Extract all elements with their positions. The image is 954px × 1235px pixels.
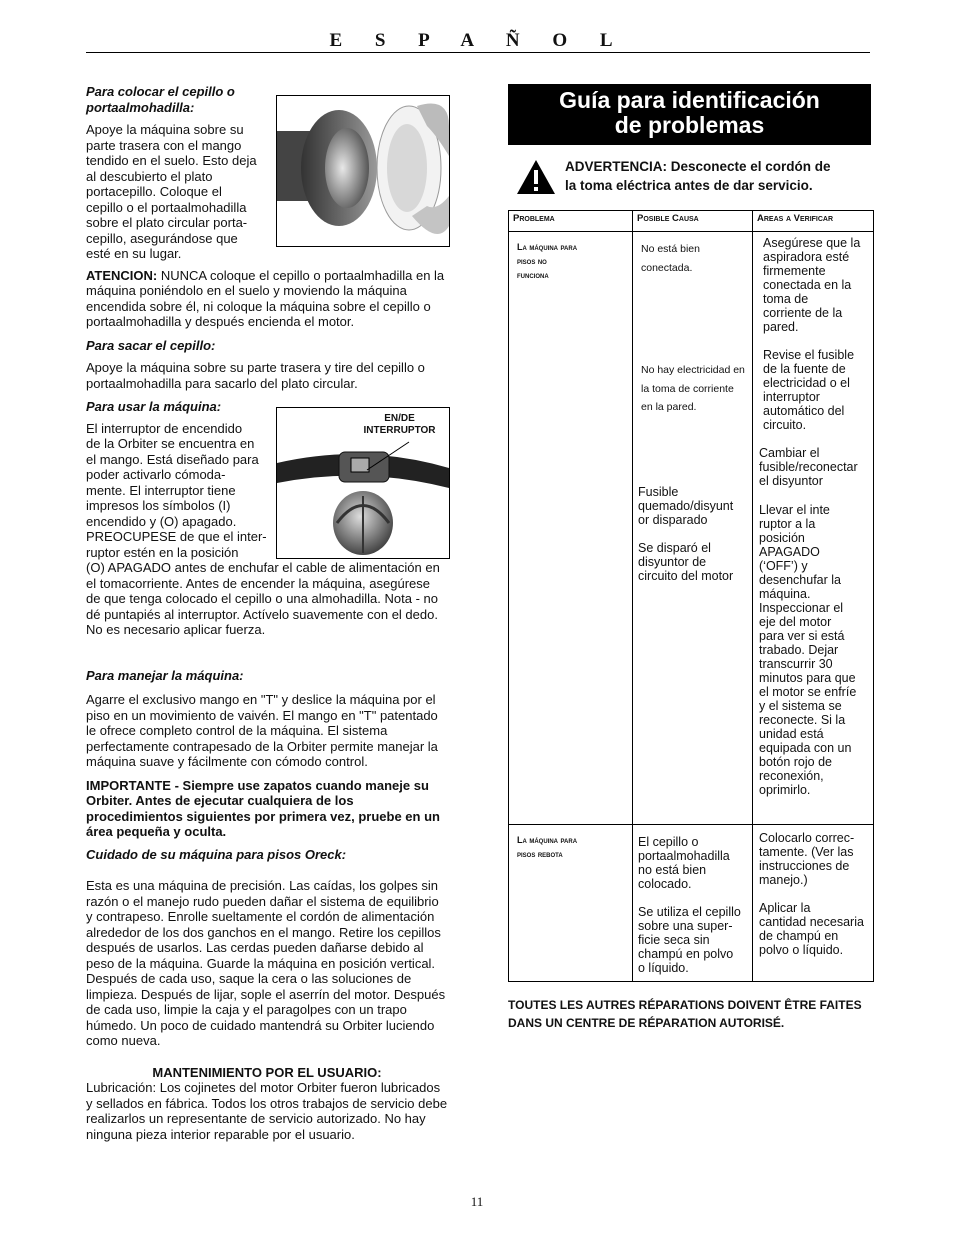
text-line: encendido y (O) apagado. — [86, 513, 237, 529]
cause-line: Fusible — [638, 485, 679, 499]
check-line: el motor se enfríe — [759, 685, 857, 699]
text-line: PREOCUPESE de que el inter- — [86, 529, 267, 544]
problem-cell — [509, 825, 633, 982]
text-line: portacepillo. Coloque el — [86, 184, 222, 199]
problem-cell — [509, 232, 633, 825]
text-line: de la Orbiter se encuentra en — [86, 436, 255, 451]
text-line: ruptor estén en la posición — [86, 544, 239, 560]
care-text: Esta es una máquina de precisión. Las caídas, los golpes sin razón o el manejo rudo pueden dañar el sistema de equilibrio y contrapeso. Enrolle sueltamente el cordón de alimentación alrededor de los dos ganchos en el mango. Retire los cepillos después de usarlos. Las cerdas pueden dañarse debido al peso de la máquina. Guarde la máquina en posición vertical. Después de cada uso, saque la cera o las soluciones de limpieza. Después de lijar, sople el aserrín del motor. Después de cada uso, limpie la caja y el paragolpes con un trapo húmedo. Un poco de cuidado mantendrá su Orbiter luciendo como nueva. — [86, 878, 446, 1048]
heading-remove-brush: Para sacar el cepillo: — [86, 337, 216, 353]
cause-line: ficie seca sin — [638, 933, 710, 947]
cause-line: No está bien — [641, 243, 700, 255]
check-line: ruptor a la — [759, 517, 816, 531]
check-line: Inspeccionar el — [759, 601, 844, 615]
check-line: para ver si está — [759, 629, 845, 643]
cause-line: o líquido. — [638, 961, 689, 975]
check-line: tamente. (Ver las — [759, 845, 854, 859]
cause-line: Se utiliza el cepillo — [638, 905, 741, 919]
text-line: cepillo o el portaalmohadilla — [86, 199, 247, 215]
check-line: Asegúrese que la — [763, 236, 861, 250]
check-line: circuito. — [763, 418, 807, 432]
cause-line: circuito del motor — [638, 569, 734, 583]
cause-line: El cepillo o — [638, 835, 699, 849]
cause-line: No hay electricidad en — [641, 364, 745, 376]
check-line: pared. — [763, 320, 799, 334]
footer-notice — [508, 996, 871, 1032]
cause-line: portaalmohadilla — [638, 849, 730, 863]
check-line: toma de — [763, 292, 809, 306]
check-line: aspiradora esté — [763, 250, 850, 264]
heading-maintenance: MANTENIMIENTO POR EL USUARIO: — [152, 1064, 382, 1080]
check-line: equipada con un — [759, 741, 852, 755]
check-line: botón rojo de — [759, 755, 832, 769]
table-row — [509, 232, 874, 825]
check-line: Aplicar la — [759, 901, 811, 915]
cause-cell — [633, 232, 753, 825]
switch-label-line2: INTERRUPTOR — [363, 425, 436, 436]
check-line: conectada en la — [763, 278, 852, 292]
text-line: tendido en el suelo. Esto deja — [86, 153, 257, 168]
table-row — [509, 825, 874, 982]
text-line: El interruptor de encendido — [86, 420, 243, 436]
header-rule — [86, 52, 870, 53]
check-line: Llevar el inte — [759, 503, 830, 517]
text-line: esté en su lugar. — [86, 246, 182, 261]
cause-cell — [633, 825, 753, 982]
col-header-problem: Problema — [509, 211, 633, 232]
problem-line: pisos no — [517, 256, 547, 266]
check-line: y el sistema se — [759, 699, 842, 713]
atencion-text: NUNCA coloque el cepillo o portaalmhadilla en la máquina poniéndolo en el suelo y moviendo la máquina encendida sobre él, ni coloque la máquina sobre el cepillo o portaalmohadilla y después encienda el motor. — [86, 267, 445, 329]
cause-line: sobre una super- — [638, 919, 733, 933]
cause-line: conectada. — [641, 261, 693, 274]
check-line: reconecte. Si la — [759, 713, 846, 727]
check-line: cantidad necesaria — [759, 915, 864, 929]
warning-block — [508, 157, 871, 195]
check-line: desenchufar la — [759, 573, 842, 587]
footer-line1: TOUTES LES AUTRES RÉPARATIONS DOIVENT ÊTRE FAITES — [508, 998, 862, 1012]
heading-handle-machine: Para manejar la máquina: — [86, 667, 244, 683]
problem-line: pisos rebota — [517, 849, 563, 859]
check-line: oprimirlo. — [759, 783, 811, 797]
col-header-cause: Posible Causa — [633, 211, 753, 232]
check-line: máquina. — [759, 587, 811, 601]
right-column — [508, 84, 871, 1032]
remove-brush-text: Apoye la máquina sobre su parte trasera y tire del cepillo o portaalmohadilla para sacarlo del plato circular. — [86, 360, 425, 391]
warning-text — [565, 157, 875, 195]
language-header: E S P A Ñ O L — [329, 30, 627, 51]
check-line: manejo.) — [759, 873, 808, 887]
check-cell — [753, 825, 874, 982]
heading-use-machine: Para usar la máquina: — [86, 399, 222, 414]
check-line: posición — [759, 531, 805, 545]
check-line: trabado. Dejar — [759, 643, 839, 657]
check-line: corriente de la — [763, 306, 843, 320]
check-line: Colocarlo correc- — [759, 831, 855, 845]
check-line: de la fuente de — [763, 362, 846, 376]
cause-line: la toma de corriente — [641, 382, 734, 395]
text-line: mente. El interruptor tiene — [86, 482, 236, 498]
atencion-label: ATENCION: — [86, 267, 158, 283]
check-line: polvo o líquido. — [759, 943, 844, 957]
cause-line: Se disparó el — [638, 541, 711, 555]
heading-care: Cuidado de su máquina para pisos Oreck: — [86, 846, 347, 862]
cause-line: disyuntor de — [638, 555, 707, 569]
check-line: Cambiar el — [759, 446, 820, 460]
troubleshooting-table — [508, 210, 874, 982]
check-line: de champú en — [759, 929, 839, 943]
heading-attach-brush-2: portaalmohadilla: — [86, 99, 195, 115]
use-machine-text — [86, 421, 448, 561]
check-line: reconexión, — [759, 769, 824, 783]
title-line1: Guía para identificación — [559, 87, 820, 113]
troubleshooting-title — [508, 84, 871, 145]
text-line: al descubierto el plato — [86, 168, 213, 184]
check-line: interruptor — [763, 390, 820, 404]
switch-label-line1: EN/DE — [384, 413, 415, 424]
warning-line2: la toma eléctrica antes de dar servicio. — [565, 178, 813, 193]
cause-line: no está bien — [638, 863, 707, 877]
check-line: minutos para que — [759, 671, 856, 685]
check-line: el disyuntor — [759, 474, 823, 488]
atencion-paragraph — [86, 268, 448, 330]
page-number: 11 — [470, 1194, 484, 1209]
heading-attach-brush-1: Para colocar el cepillo o — [86, 84, 235, 99]
check-line: instrucciones de — [759, 859, 850, 873]
title-line2: de problemas — [614, 112, 765, 138]
cause-line: colocado. — [638, 877, 692, 891]
check-cell — [753, 232, 874, 825]
check-line: (‘OFF’) y — [759, 559, 808, 573]
attach-brush-text — [86, 122, 448, 262]
left-column — [86, 84, 448, 1142]
check-line: eje del motor — [759, 615, 832, 629]
cause-line: en la pared. — [641, 401, 697, 413]
text-line: poder activarlo cómoda- — [86, 467, 226, 482]
warning-line1: ADVERTENCIA: Desconecte el cordón de — [565, 159, 831, 174]
check-line: firmemente — [763, 264, 826, 278]
text-line: Apoye la máquina sobre su — [86, 122, 244, 137]
text-line: el mango. Está diseñado para — [86, 451, 259, 467]
text-line: sobre el plato circular porta- — [86, 215, 248, 230]
check-line: automático del — [763, 404, 845, 418]
table-header-row — [509, 211, 874, 232]
warning-icon — [516, 159, 556, 195]
problem-line: La máquina para — [517, 835, 578, 845]
check-line: Revise el fusible — [763, 348, 855, 362]
footer-line2: DANS UN CENTRE DE RÉPARATION AUTORISÉ. — [508, 1016, 785, 1030]
check-line: unidad está — [759, 727, 824, 741]
maintenance-text: Lubricación: Los cojinetes del motor Orbiter fueron lubricados y sellados en fábrica. Todos los otros trabajos de servicio debe realizarlos un representante de servicio autorizado. No hay ninguna pieza interior reparable por el usuario. — [86, 1080, 448, 1142]
check-line: fusible/reconectar — [759, 460, 858, 474]
check-line: electricidad o el — [763, 376, 850, 390]
problem-line: La máquina para — [517, 242, 578, 252]
handle-machine-text: Agarre el exclusivo mango en "T" y deslice la máquina por el piso en un movimiento de vaivén. El mango en "T" patentado le ofrece completo control de la máquina. El sistema perfectamente contrapesado de la Orbiter permite manejar la máquina suave y fácilmente con cómodo control. — [86, 692, 438, 769]
problem-line: funciona — [517, 270, 549, 280]
check-line: transcurrir 30 — [759, 657, 833, 671]
cause-line: or disparado — [638, 513, 708, 527]
check-line: APAGADO — [759, 545, 820, 559]
text-line: impresos los símbolos (I) — [86, 498, 231, 513]
text-line: cepillo, asegurándose que — [86, 230, 238, 246]
text-line: parte trasera con el mango — [86, 137, 242, 153]
cause-line: champú en polvo — [638, 947, 734, 961]
importante-paragraph: IMPORTANTE - Siempre use zapatos cuando maneje su Orbiter. Antes de ejecutar cualquiera de los procedimientos siguientes por primera vez, pruebe en un área pequeña y oculta. — [86, 777, 440, 839]
use-machine-text-cont: (O) APAGADO antes de enchufar el cable de alimentación en el tomacorriente. Antes de encender la máquina, asegúrese de que tenga colocado el cepillo o una almohadilla. Nota - no dé puntapiés al interruptor. Actívelo suavemente con el dedo. No es necesario aplicar fuerza. — [86, 560, 440, 637]
col-header-check: Areas a Verificar — [753, 211, 874, 232]
cause-line: quemado/disyunt — [638, 499, 734, 513]
